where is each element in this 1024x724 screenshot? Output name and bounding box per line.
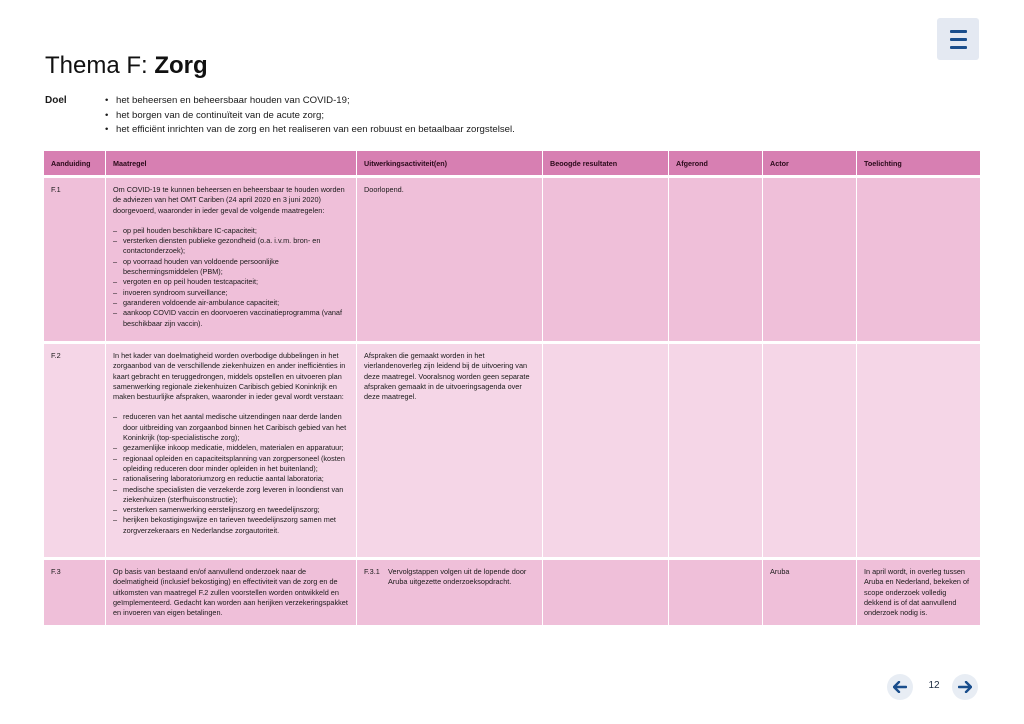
hamburger-icon xyxy=(950,30,967,33)
table-header-row xyxy=(44,151,980,175)
cell-uitwerking: Afspraken die gemaakt worden in het vierlandenoverleg zijn leidend bij de uitvoering van deze maatregel. Vooralsnog worden geen separate afspraken gemaakt in de uitvoeringsagenda over deze maatregel. xyxy=(357,341,543,557)
list-item: – medische specialisten die verzekerde zorg leveren in loondienst van ziekenhuizen (sterfhuisconstructie); xyxy=(113,485,349,506)
cell-actor xyxy=(763,175,857,341)
cell-resultaten xyxy=(543,175,669,341)
sub-text: Vervolgstappen volgen uit de lopende door Aruba uitgezette onderzoeksopdracht. xyxy=(388,567,527,587)
sub-code: F.3.1 xyxy=(364,567,380,576)
cell-toelichting xyxy=(857,175,980,341)
page-number: 12 xyxy=(928,680,940,691)
column-header-resultaten: Beoogde resultaten xyxy=(543,151,669,175)
cell-maatregel xyxy=(106,557,357,625)
cell-toelichting: In april wordt, in overleg tussen Aruba en Nederland, bekeken of scope onderzoek volledig dekkend is of dat aanvullend onderzoek nodig is. xyxy=(857,557,980,625)
list-item: – invoeren syndroom surveillance; xyxy=(113,288,349,298)
cell-resultaten xyxy=(543,341,669,557)
list-item: – op peil houden beschikbare IC-capaciteit; xyxy=(113,226,349,236)
cell-code: F.1 xyxy=(44,175,106,341)
list-item: – herijken bekostigingswijze en tarieven tweedelijnszorg samen met zorgverzekeraars en Nederlandse zorgautoriteit. xyxy=(113,515,349,536)
list-item: – vergoten en op peil houden testcapaciteit; xyxy=(113,277,349,287)
maatregel-list xyxy=(113,226,349,329)
cell-uitwerking: Doorlopend. xyxy=(357,175,543,341)
arrow-right-icon xyxy=(958,681,972,693)
cell-maatregel xyxy=(106,175,357,341)
menu-button[interactable] xyxy=(937,18,979,60)
column-header-aanduiding: Aanduiding xyxy=(44,151,106,175)
column-header-uitwerking: Uitwerkingsactiviteit(en) xyxy=(357,151,543,175)
list-item: – regionaal opleiden en capaciteitsplanning van zorgpersoneel (kosten opleiding reduceren door minder opleiden in het buitenland); xyxy=(113,454,349,475)
list-item: – reduceren van het aantal medische uitzendingen naar derde landen door uitbreiding van zorgaanbod binnen het Caribisch gebied van het Koninkrijk (top-specialistische zorg); xyxy=(113,412,349,443)
list-item: – garanderen voldoende air-ambulance capaciteit; xyxy=(113,298,349,308)
list-item: – rationalisering laboratoriumzorg en reductie aantal laboratoria; xyxy=(113,474,349,484)
arrow-left-icon xyxy=(893,681,907,693)
cell-code: F.2 xyxy=(44,341,106,557)
page-title: Thema F: Zorg xyxy=(45,52,208,79)
cell-actor: Aruba xyxy=(763,557,857,625)
column-header-actor: Actor xyxy=(763,151,857,175)
measures-table xyxy=(44,151,980,625)
cell-afgerond xyxy=(669,557,763,625)
column-header-afgerond: Afgerond xyxy=(669,151,763,175)
list-item: – aankoop COVID vaccin en doorvoeren vaccinatieprogramma (vanaf beschikbaar zijn vaccin). xyxy=(113,308,349,329)
cell-afgerond xyxy=(669,341,763,557)
column-header-maatregel: Maatregel xyxy=(106,151,357,175)
cell-resultaten xyxy=(543,557,669,625)
pagination xyxy=(885,674,980,700)
cell-code: F.3 xyxy=(44,557,106,625)
previous-page-button[interactable] xyxy=(887,674,913,700)
cell-actor xyxy=(763,341,857,557)
maatregel-intro: Op basis van bestaand en/of aanvullend onderzoek naar de doelmatigheid (inclusief bekostiging) en effectiviteit van de zorg en de uitkomsten van maatregel F.2 zullen voorstellen worden ontwikkeld en geïmplementeerd. Gedacht kan worden aan herijken verzekeringspakket en invoeren van eigen betalingen. xyxy=(113,567,348,618)
list-item: – versterken diensten publieke gezondheid (o.a. i.v.m. bron- en contactonderzoek); xyxy=(113,236,349,257)
doel-item: • het borgen van de continuïteit van de acute zorg; xyxy=(105,109,515,124)
table-row xyxy=(44,341,980,557)
list-item: – versterken samenwerking eerstelijnszorg en tweedelijnszorg; xyxy=(113,505,349,515)
column-header-toelichting: Toelichting xyxy=(857,151,980,175)
doel-label: Doel xyxy=(45,95,67,106)
list-item: – gezamenlijke inkoop medicatie, middelen, materialen en apparatuur; xyxy=(113,443,349,453)
maatregel-intro: In het kader van doelmatigheid worden overbodige dubbelingen in het zorgaanbod van de verschillende ziekenhuizen en ander inefficiënties in kaart gebracht en teruggedrongen, middels opstellen en uitvoeren plan samenwerking regionale ziekenhuizen Caribisch gebied Koninkrijk en maken bestuurlijke afspraken, waaronder in ieder geval wordt verstaan: xyxy=(113,351,346,402)
doel-item: • het efficiënt inrichten van de zorg en het realiseren van een robuust en betaalbaar zorgstelsel. xyxy=(105,123,515,138)
maatregel-intro: Om COVID-19 te kunnen beheersen en beheersbaar te houden worden de adviezen van het OMT Cariben (24 april 2020 en 3 juni 2020) doorgevoerd, waaronder in ieder geval de volgende maatregelen: xyxy=(113,185,345,215)
next-page-button[interactable] xyxy=(952,674,978,700)
cell-uitwerking xyxy=(357,557,543,625)
doel-list xyxy=(105,94,515,138)
doel-item: • het beheersen en beheersbaar houden van COVID-19; xyxy=(105,94,515,109)
cell-maatregel xyxy=(106,341,357,557)
table-row xyxy=(44,557,980,625)
table-row xyxy=(44,175,980,341)
maatregel-list xyxy=(113,412,349,536)
list-item: – op voorraad houden van voldoende persoonlijke beschermingsmiddelen (PBM); xyxy=(113,257,349,278)
cell-toelichting xyxy=(857,341,980,557)
cell-afgerond xyxy=(669,175,763,341)
